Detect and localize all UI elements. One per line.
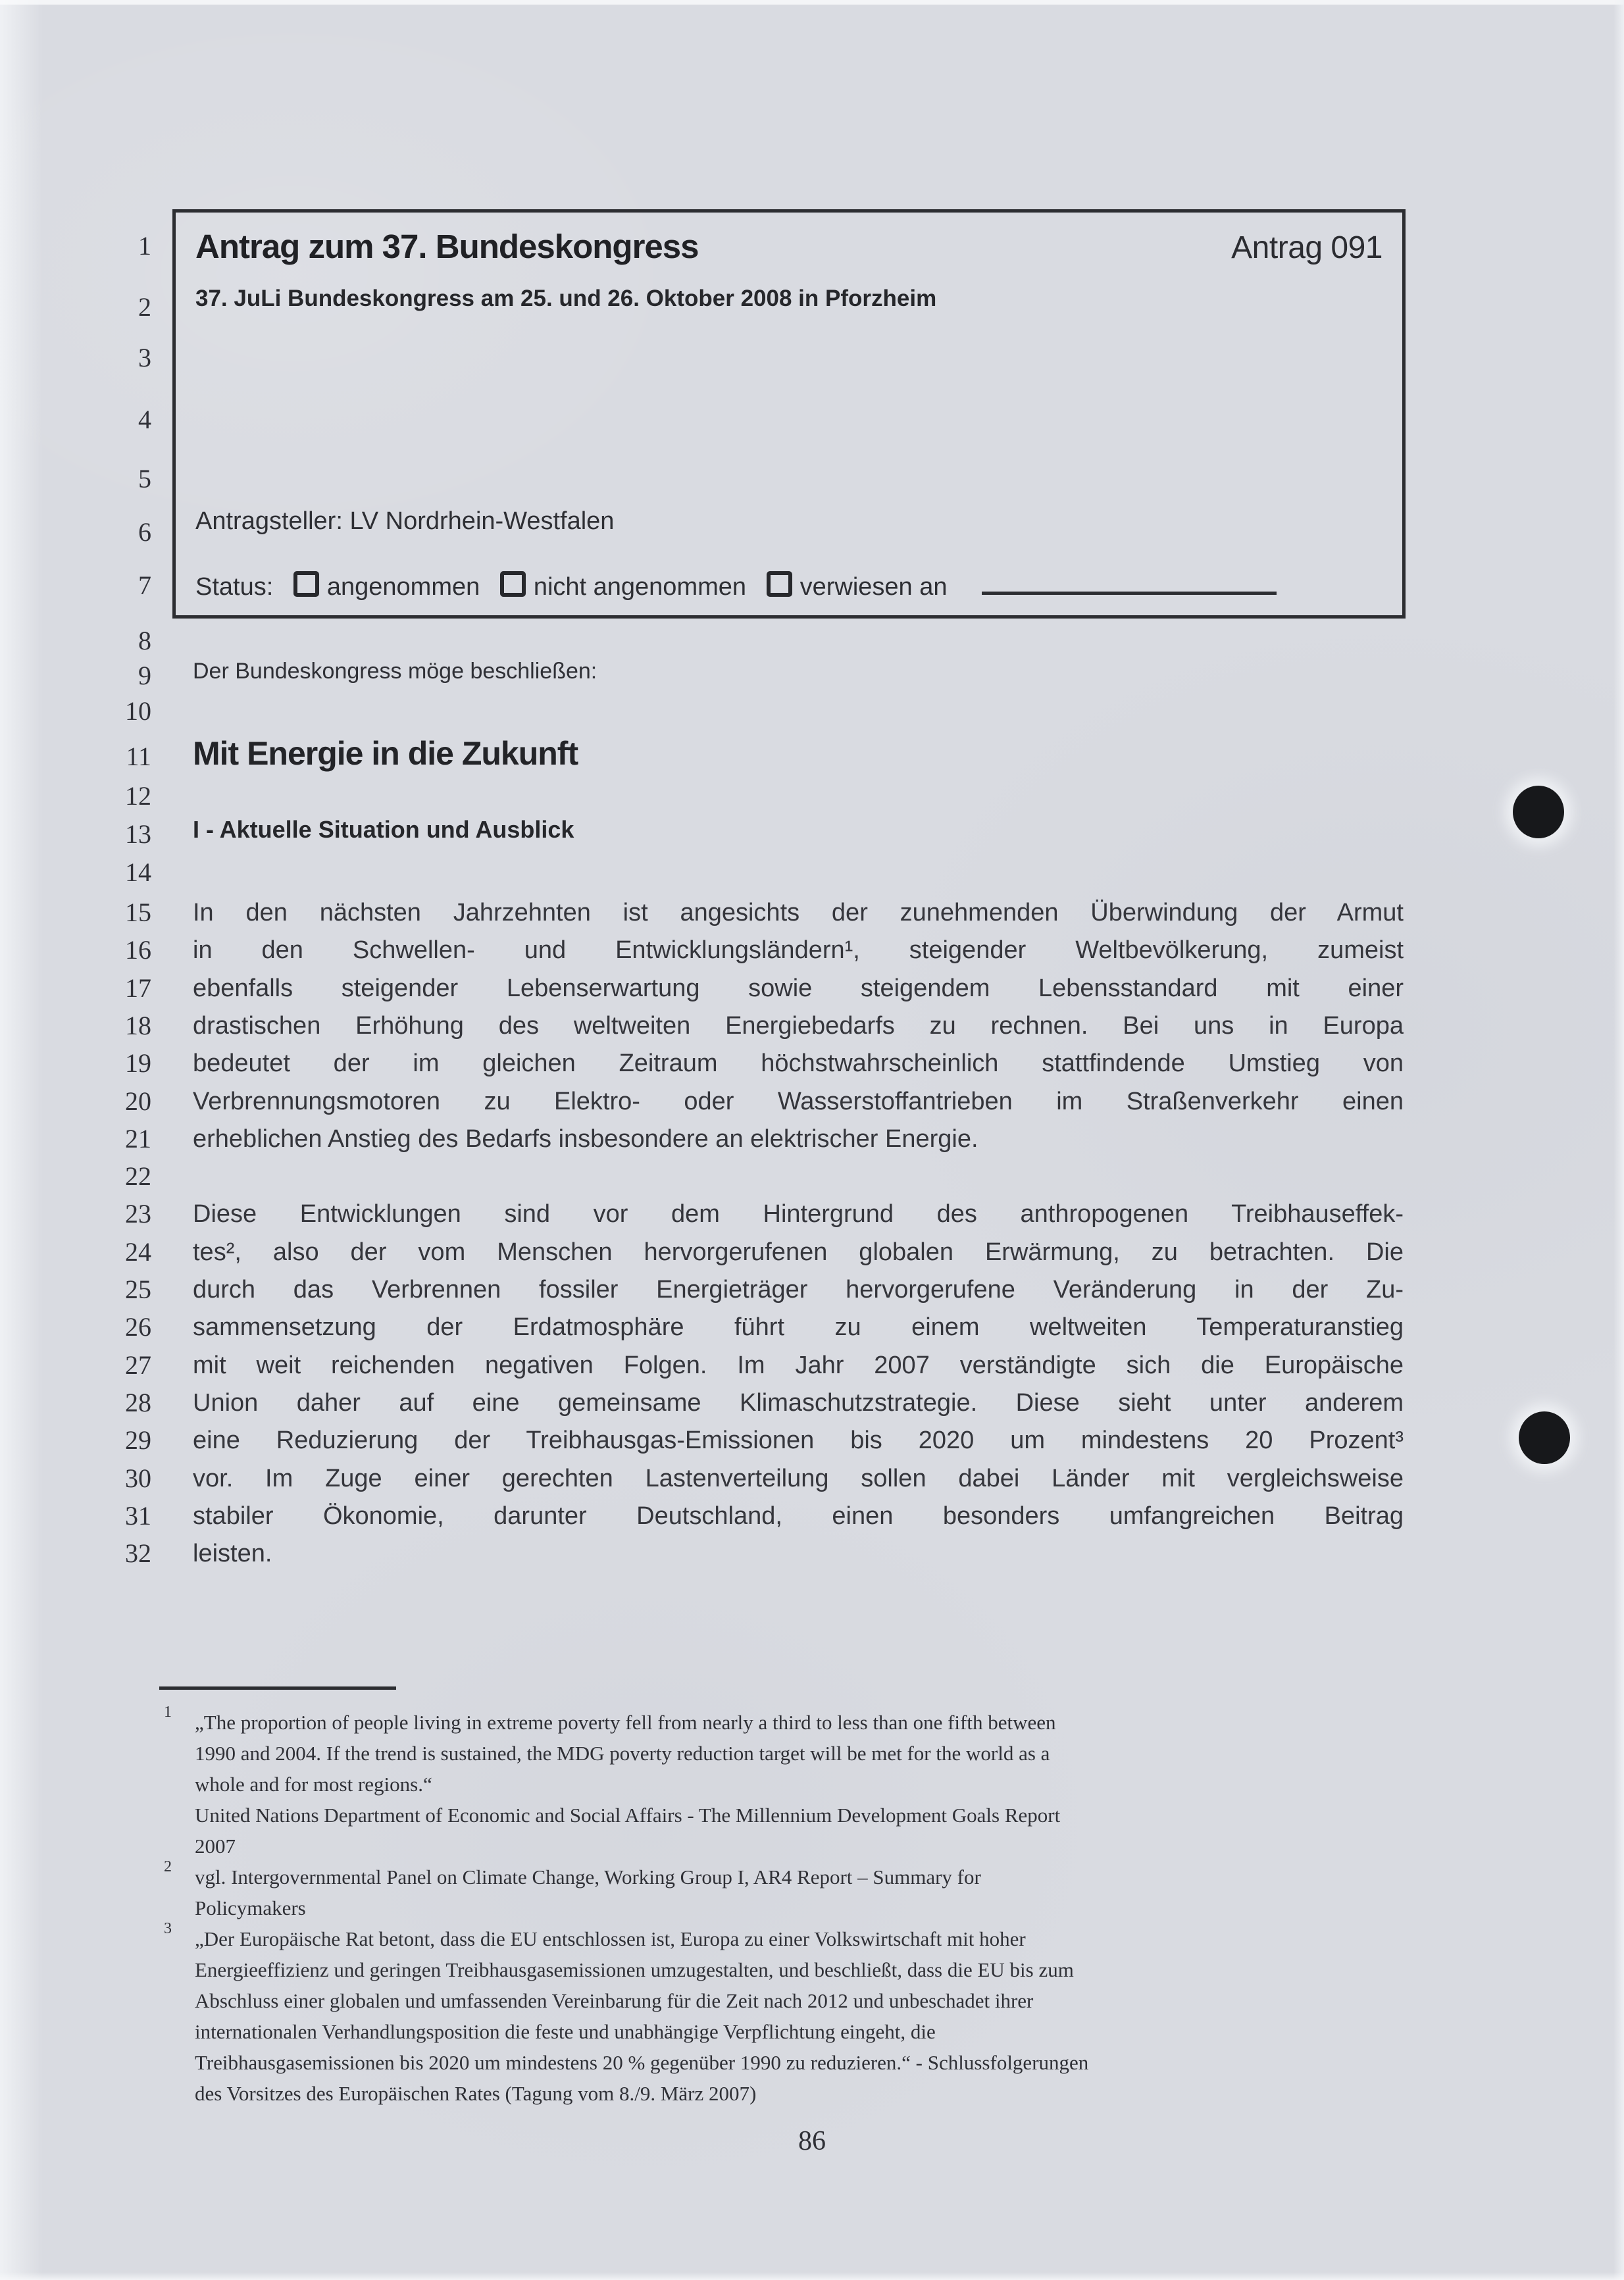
scan-edge-right: [1613, 0, 1624, 2280]
footnote-line: Abschluss einer globalen und umfassenden Vereinbarung für die Zeit nach 2012 und unbeschadet ihrer: [195, 1989, 1034, 2012]
line-number: 7: [138, 570, 151, 600]
footnote-line: Treibhausgasemissionen bis 2020 um mindestens 20 % gegenüber 1990 zu reduzieren.“ - Schlussfolgerungen: [195, 2051, 1089, 2074]
header-box: [172, 209, 1406, 619]
body-line: Diese Entwicklungen sind vor dem Hintergrund des anthropogenen Treibhauseffek-: [193, 1200, 1404, 1228]
body-line: vor. Im Zuge einer gerechten Lastenverteilung sollen dabei Länder mit vergleichsweise: [193, 1465, 1404, 1492]
line-number: 28: [125, 1388, 151, 1417]
body-line: erheblichen Anstieg des Bedarfs insbesondere an elektrischer Energie.: [193, 1125, 978, 1153]
line-number: 19: [125, 1048, 151, 1078]
line-number: 9: [138, 661, 151, 690]
footnote-line: whole and for most regions.“: [195, 1773, 432, 1796]
page-number: 86: [798, 2126, 826, 2156]
body-line: durch das Verbrennen fossiler Energieträger hervorgerufene Veränderung in der Zu-: [193, 1276, 1404, 1304]
footnote-marker: 3: [164, 1920, 172, 1937]
document-title: Antrag zum 37. Bundeskongress: [195, 228, 699, 265]
footnote-line: „Der Europäische Rat betont, dass die EU entschlossen ist, Europa zu einer Volkswirtschaft mit hoher: [195, 1927, 1026, 1950]
footnote-separator: [159, 1686, 396, 1690]
body-line: leisten.: [193, 1540, 272, 1567]
congress-subtitle: 37. JuLi Bundeskongress am 25. und 26. Oktober 2008 in Pforzheim: [195, 286, 937, 311]
footnote-line: 1990 and 2004. If the trend is sustained, the MDG poverty reduction target will be met for the world as a: [195, 1742, 1050, 1765]
line-number: 13: [125, 819, 151, 849]
scan-edge-left: [0, 0, 43, 2280]
line-number: 6: [138, 517, 151, 547]
status-option-nicht-angenommen: nicht angenommen: [533, 573, 747, 601]
line-number: 16: [125, 935, 151, 965]
footnote-line: internationalen Verhandlungsposition die feste und unabhängige Verpflichtung eingeht, die: [195, 2020, 936, 2043]
body-line: Verbrennungsmotoren zu Elektro- oder Wasserstoffantrieben im Straßenverkehr einen: [193, 1088, 1404, 1115]
body-line: drastischen Erhöhung des weltweiten Energiebedarfs zu rechnen. Bei uns in Europa: [193, 1012, 1404, 1040]
footnote-line: Energieeffizienz und geringen Treibhausgasemissionen umzugestalten, und beschließt, dass die EU bis zum: [195, 1958, 1074, 1981]
line-number: 11: [126, 742, 151, 771]
line-number: 3: [138, 343, 151, 372]
hole-punch-bottom: [1519, 1411, 1570, 1464]
antrag-number: Antrag 091: [1231, 230, 1383, 265]
scan-edge-bottom: [0, 2272, 1624, 2280]
footnote-line: 2007: [195, 1835, 236, 1858]
line-number: 2: [138, 292, 151, 322]
body-line: stabiler Ökonomie, darunter Deutschland, einen besonders umfangreichen Beitrag: [193, 1502, 1404, 1530]
status-row: [195, 568, 1277, 601]
line-number: 27: [125, 1350, 151, 1380]
section-heading: I - Aktuelle Situation und Ausblick: [193, 816, 574, 843]
line-number: 1: [138, 231, 151, 261]
body-line: eine Reduzierung der Treibhausgas-Emissionen bis 2020 um mindestens 20 Prozent³: [193, 1427, 1404, 1454]
line-number: 12: [125, 781, 151, 811]
body-line: ebenfalls steigender Lebenserwartung sowie steigendem Lebensstandard mit einer: [193, 975, 1404, 1002]
line-number: 5: [138, 464, 151, 494]
body-line: bedeutet der im gleichen Zeitraum höchstwahrscheinlich stattfindende Umstieg von: [193, 1050, 1404, 1077]
body-line: In den nächsten Jahrzehnten ist angesichts der zunehmenden Überwindung der Armut: [193, 899, 1404, 926]
header-title-row: [176, 213, 1402, 266]
hole-punch-top: [1513, 786, 1564, 838]
scan-edge-top: [0, 0, 1624, 5]
footnote-line: United Nations Department of Economic and Social Affairs - The Millennium Development Goals Report: [195, 1804, 1061, 1827]
line-number: 18: [125, 1011, 151, 1040]
status-option-angenommen: angenommen: [326, 573, 480, 601]
checkbox-nicht-angenommen: [500, 571, 526, 597]
footnote-line: vgl. Intergovernmental Panel on Climate Change, Working Group I, AR4 Report – Summary for: [195, 1865, 981, 1888]
main-heading: Mit Energie in die Zukunft: [193, 735, 578, 772]
line-number: 25: [125, 1275, 151, 1304]
status-blank-line: [982, 568, 1277, 595]
checkbox-verwiesen-an: [767, 571, 792, 597]
line-number: 24: [125, 1237, 151, 1267]
footnote-line: Policymakers: [195, 1896, 306, 1919]
body-line: tes², also der vom Menschen hervorgerufenen globalen Erwärmung, zu betrachten. Die: [193, 1238, 1404, 1266]
line-number: 14: [125, 857, 151, 887]
line-number: 31: [125, 1501, 151, 1531]
checkbox-angenommen: [293, 571, 319, 597]
body-line: in den Schwellen- und Entwicklungsländern¹, steigender Weltbevölkerung, zumeist: [193, 936, 1404, 964]
body-line: Union daher auf eine gemeinsame Klimaschutzstrategie. Diese sieht unter anderem: [193, 1389, 1404, 1417]
status-label: Status:: [195, 573, 274, 601]
body-line: mit weit reichenden negativen Folgen. Im Jahr 2007 verständigte sich die Europäische: [193, 1352, 1404, 1379]
line-number: 26: [125, 1312, 151, 1342]
line-number: 21: [125, 1124, 151, 1153]
footnote-marker: 2: [164, 1858, 172, 1875]
line-number: 8: [138, 626, 151, 655]
body-line: sammensetzung der Erdatmosphäre führt zu einem weltweiten Temperaturanstieg: [193, 1313, 1404, 1341]
line-number: 15: [125, 898, 151, 927]
line-number: 4: [138, 405, 151, 434]
line-number: 29: [125, 1425, 151, 1455]
intro-line: Der Bundeskongress möge beschließen:: [193, 659, 597, 684]
status-option-verwiesen-an: verwiesen an: [799, 573, 948, 601]
footnote-line: „The proportion of people living in extreme poverty fell from nearly a third to less than one fifth between: [195, 1711, 1056, 1734]
footnote-marker: 1: [164, 1704, 172, 1721]
line-number: 32: [125, 1538, 151, 1568]
line-number: 20: [125, 1086, 151, 1116]
line-number: 23: [125, 1199, 151, 1229]
line-number: 10: [125, 696, 151, 726]
line-number: 30: [125, 1463, 151, 1493]
antragsteller-line: Antragsteller: LV Nordrhein-Westfalen: [195, 507, 615, 535]
line-number: 17: [125, 973, 151, 1003]
line-number: 22: [125, 1161, 151, 1191]
footnote-line: des Vorsitzes des Europäischen Rates (Tagung vom 8./9. März 2007): [195, 2082, 757, 2105]
